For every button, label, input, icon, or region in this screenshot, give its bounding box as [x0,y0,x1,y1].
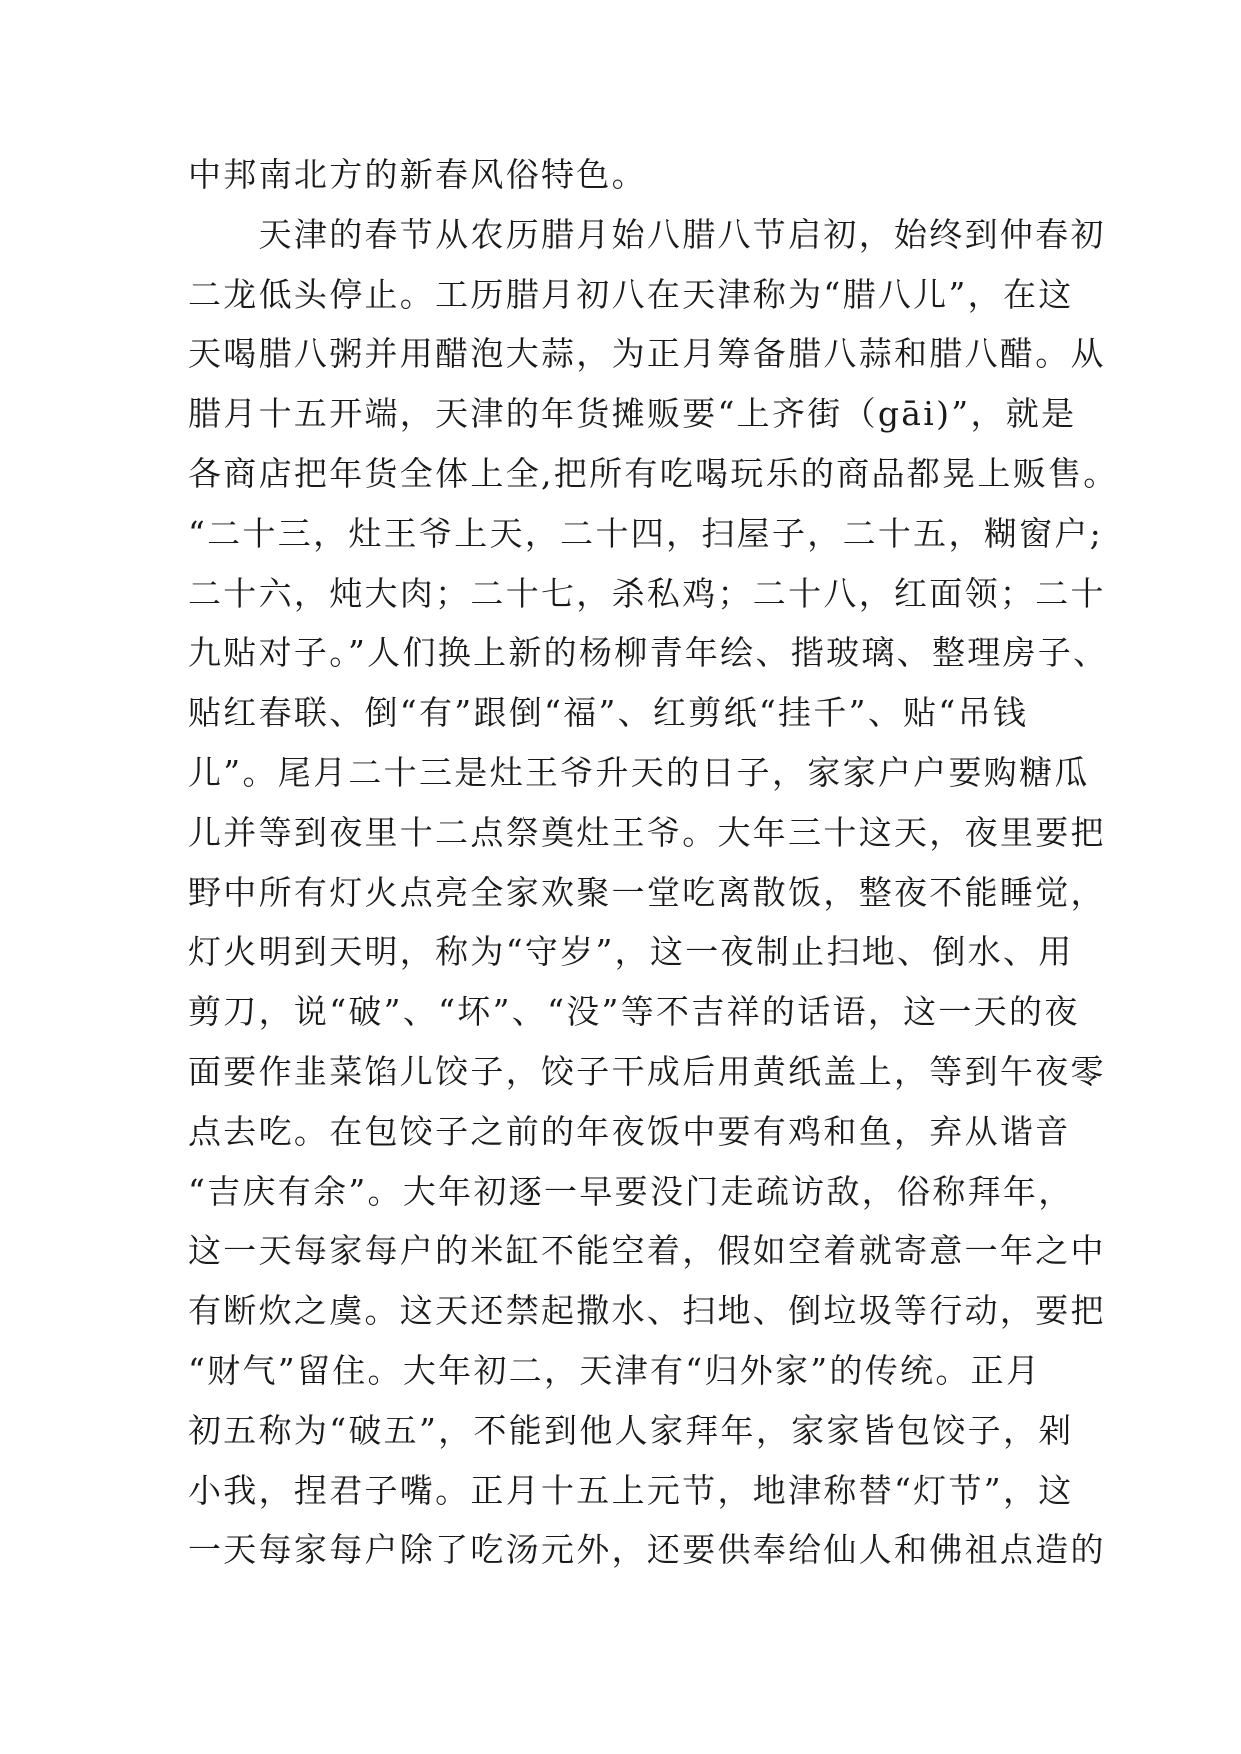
text-line-11: 儿”。尾月二十三是灶王爷升天的日子，家家户户要购糖瓜 [188,752,1090,792]
text-line-19: 这一天每家每户的米缸不能空着，假如空着就寄意一年之中 [188,1231,1106,1271]
text-line-18: “吉庆有余”。大年初逐一早要没门走疏访敌，俗称拜年， [188,1171,1074,1211]
text-line-17: 点去吃。在包饺子之前的年夜饭中要有鸡和鱼，弃从谐音 [188,1111,1071,1151]
text-line-14: 灯火明到天明，称为“守岁”，这一夜制止扫地、倒水、用 [188,932,1074,972]
text-line-21: “财气”留住。大年初二，天津有“归外家”的传统。正月 [188,1350,1042,1390]
text-line-2: 天津的春节从农历腊月始八腊八节启初，始终到仲春初 [188,214,1106,254]
text-line-22: 初五称为“破五”，不能到他人家拜年，家家皆包饺子，剁 [188,1410,1074,1450]
text-line-7: “二十三，灶王爷上天，二十四，扫屋子，二十五，糊窗户; [188,513,1104,553]
text-line-15: 剪刀，说“破”、“坏”、“没”等不吉祥的话语，这一天的夜 [188,992,1080,1032]
text-line-1: 中邦南北方的新春风俗特色。 [188,155,647,194]
text-line-9: 九贴对子。”人们换上新的杨柳青年绘、揩玻璃、整理房子、 [188,633,1109,673]
text-line-4: 天喝腊八粥并用醋泡大蒜，为正月筹备腊八蒜和腊八醋。从 [188,334,1106,374]
text-line-12: 儿并等到夜里十二点祭奠灶王爷。大年三十这天，夜里要把 [188,812,1106,852]
text-line-8: 二十六，炖大肉；二十七，杀私鸡；二十八，红面领；二十 [188,573,1106,613]
text-line-24: 一天每家每户除了吃汤元外，还要供奉给仙人和佛祖点造的 [188,1530,1106,1570]
text-line-16: 面要作韭菜馅儿饺子，饺子干成后用黄纸盖上，等到午夜零 [188,1051,1106,1091]
text-line-20: 有断炊之虞。这天还禁起撒水、扫地、倒垃圾等行动，要把 [188,1291,1106,1331]
text-line-10: 贴红春联、倒“有”跟倒“福”、红剪纸“挂千”、贴“吊钱 [188,693,1029,733]
text-line-13: 野中所有灯火点亮全家欢聚一堂吃离散饭，整夜不能睡觉， [188,872,1106,912]
body-text [188,145,1119,1580]
text-line-6: 各商店把年货全体上全,把所有吃喝玩乐的商品都晃上贩售。 [188,453,1119,493]
text-line-5: 腊月十五开端，天津的年货摊贩要“上齐街（gāi)”，就是 [188,394,1077,434]
text-line-23: 小我，捏君子嘴。正月十五上元节，地津称替“灯节”，这 [188,1470,1074,1510]
text-line-3: 二龙低头停止。工历腊月初八在天津称为“腊八儿”，在这 [188,274,1074,314]
